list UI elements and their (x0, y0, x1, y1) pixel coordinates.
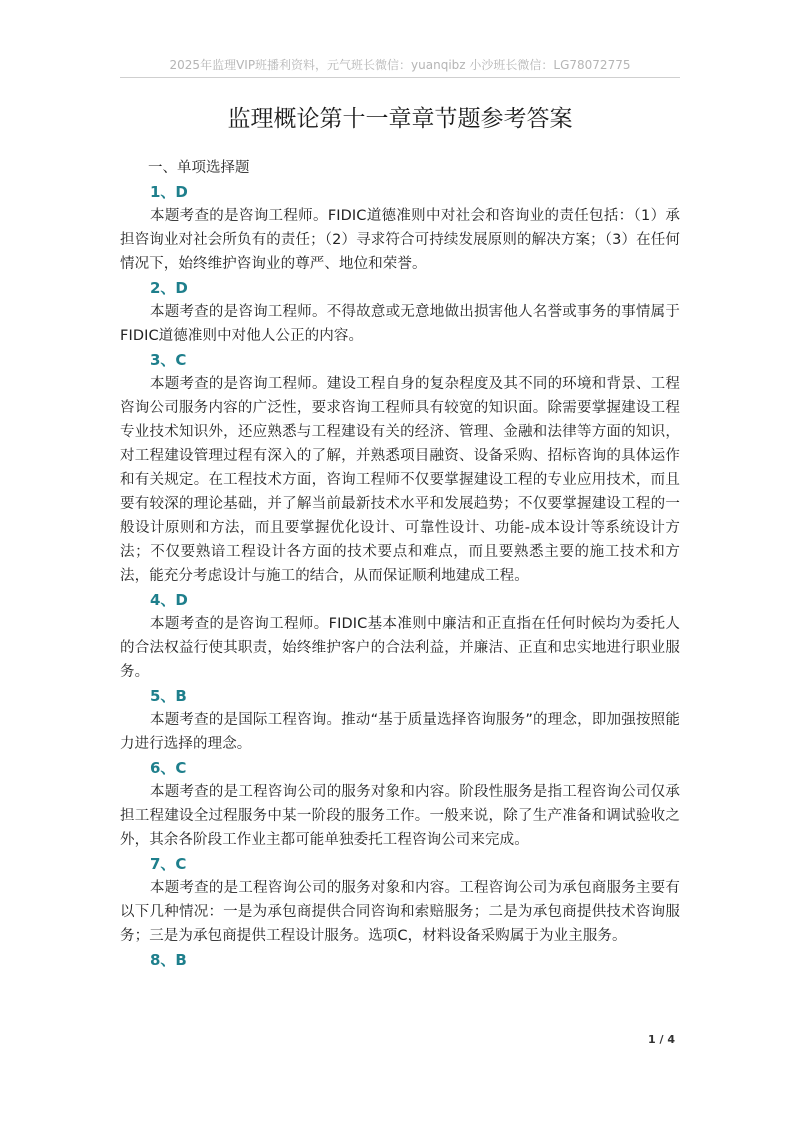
answer-label: 3、C (150, 351, 187, 369)
answer-label: 5、B (150, 687, 187, 705)
document-title: 监理概论第十一章章节题参考答案 (227, 106, 573, 132)
page-header: 2025年监理VIP班播利资料，元气班长微信：yuanqibz 小沙班长微信：LG78072775 (169, 58, 631, 72)
answer-explanation: 本题考查的是咨询工程师。不得故意或无意地做出损害他人名誉或事务的事情属于FIDIC道德准则中对他人公正的内容。 (120, 304, 680, 344)
answer-explanation: 本题考查的是工程咨询公司的服务对象和内容。阶段性服务是指工程咨询公司仅承担工程建设全过程服务中某一阶段的服务工作。一般来说，除了生产准备和调试验收之外，其余各阶段工作业主都可能单独委托工程咨询公司来完成。 (120, 784, 680, 848)
answer-explanation: 本题考查的是咨询工程师。FIDIC道德准则中对社会和咨询业的责任包括：（1）承担咨询业对社会所负有的责任；（2）寻求符合可持续发展原则的解决方案；（3）在任何情况下，始终维护咨询业的尊严、地位和荣誉。 (120, 208, 680, 272)
answer-label: 4、D (150, 591, 188, 609)
answer-explanation: 本题考查的是咨询工程师。FIDIC基本准则中廉洁和正直指在任何时候均为委托人的合法权益行使其职责，始终维护客户的合法利益，并廉洁、正直和忠实地进行职业服务。 (120, 616, 680, 680)
answer-label: 8、B (150, 951, 187, 969)
answer-label: 6、C (150, 759, 187, 777)
page-number: 1 / 4 (648, 1033, 675, 1046)
header-divider (120, 77, 680, 78)
answer-label: 1、D (150, 183, 188, 201)
answer-explanation: 本题考查的是咨询工程师。建设工程自身的复杂程度及其不同的环境和背景、工程咨询公司服务内容的广泛性，要求咨询工程师具有较宽的知识面。除需要掌握建设工程专业技术知识外，还应熟悉与工程建设有关的经济、管理、金融和法律等方面的知识，对工程建设管理过程有深入的了解，并熟悉项目融资、设备采购、招标咨询的具体运作和有关规定。在工程技术方面，咨询工程师不仅要掌握建设工程的专业应用技术，而且要有较深的理论基础，并了解当前最新技术水平和发展趋势；不仅要掌握建设工程的一般设计原则和方法，而且要掌握优化设计、可靠性设计、功能-成本设计等系统设计方法；不仅要熟谙工程设计各方面的技术要点和难点，而且要熟悉主要的施工技术和方法，能充分考虑设计与施工的结合，从而保证顺利地建成工程。 (120, 376, 680, 584)
answer-label: 2、D (150, 279, 188, 297)
answer-explanation: 本题考查的是工程咨询公司的服务对象和内容。工程咨询公司为承包商服务主要有以下几种情况：一是为承包商提供合同咨询和索赔服务；二是为承包商提供技术咨询服务；三是为承包商提供工程设计服务。选项C，材料设备采购属于为业主服务。 (120, 880, 680, 944)
answer-label: 7、C (150, 855, 187, 873)
answer-content (120, 156, 680, 972)
answer-explanation: 本题考查的是国际工程咨询。推动“基于质量选择咨询服务”的理念，即加强按照能力进行选择的理念。 (120, 712, 680, 752)
section-heading: 一、单项选择题 (148, 160, 250, 176)
